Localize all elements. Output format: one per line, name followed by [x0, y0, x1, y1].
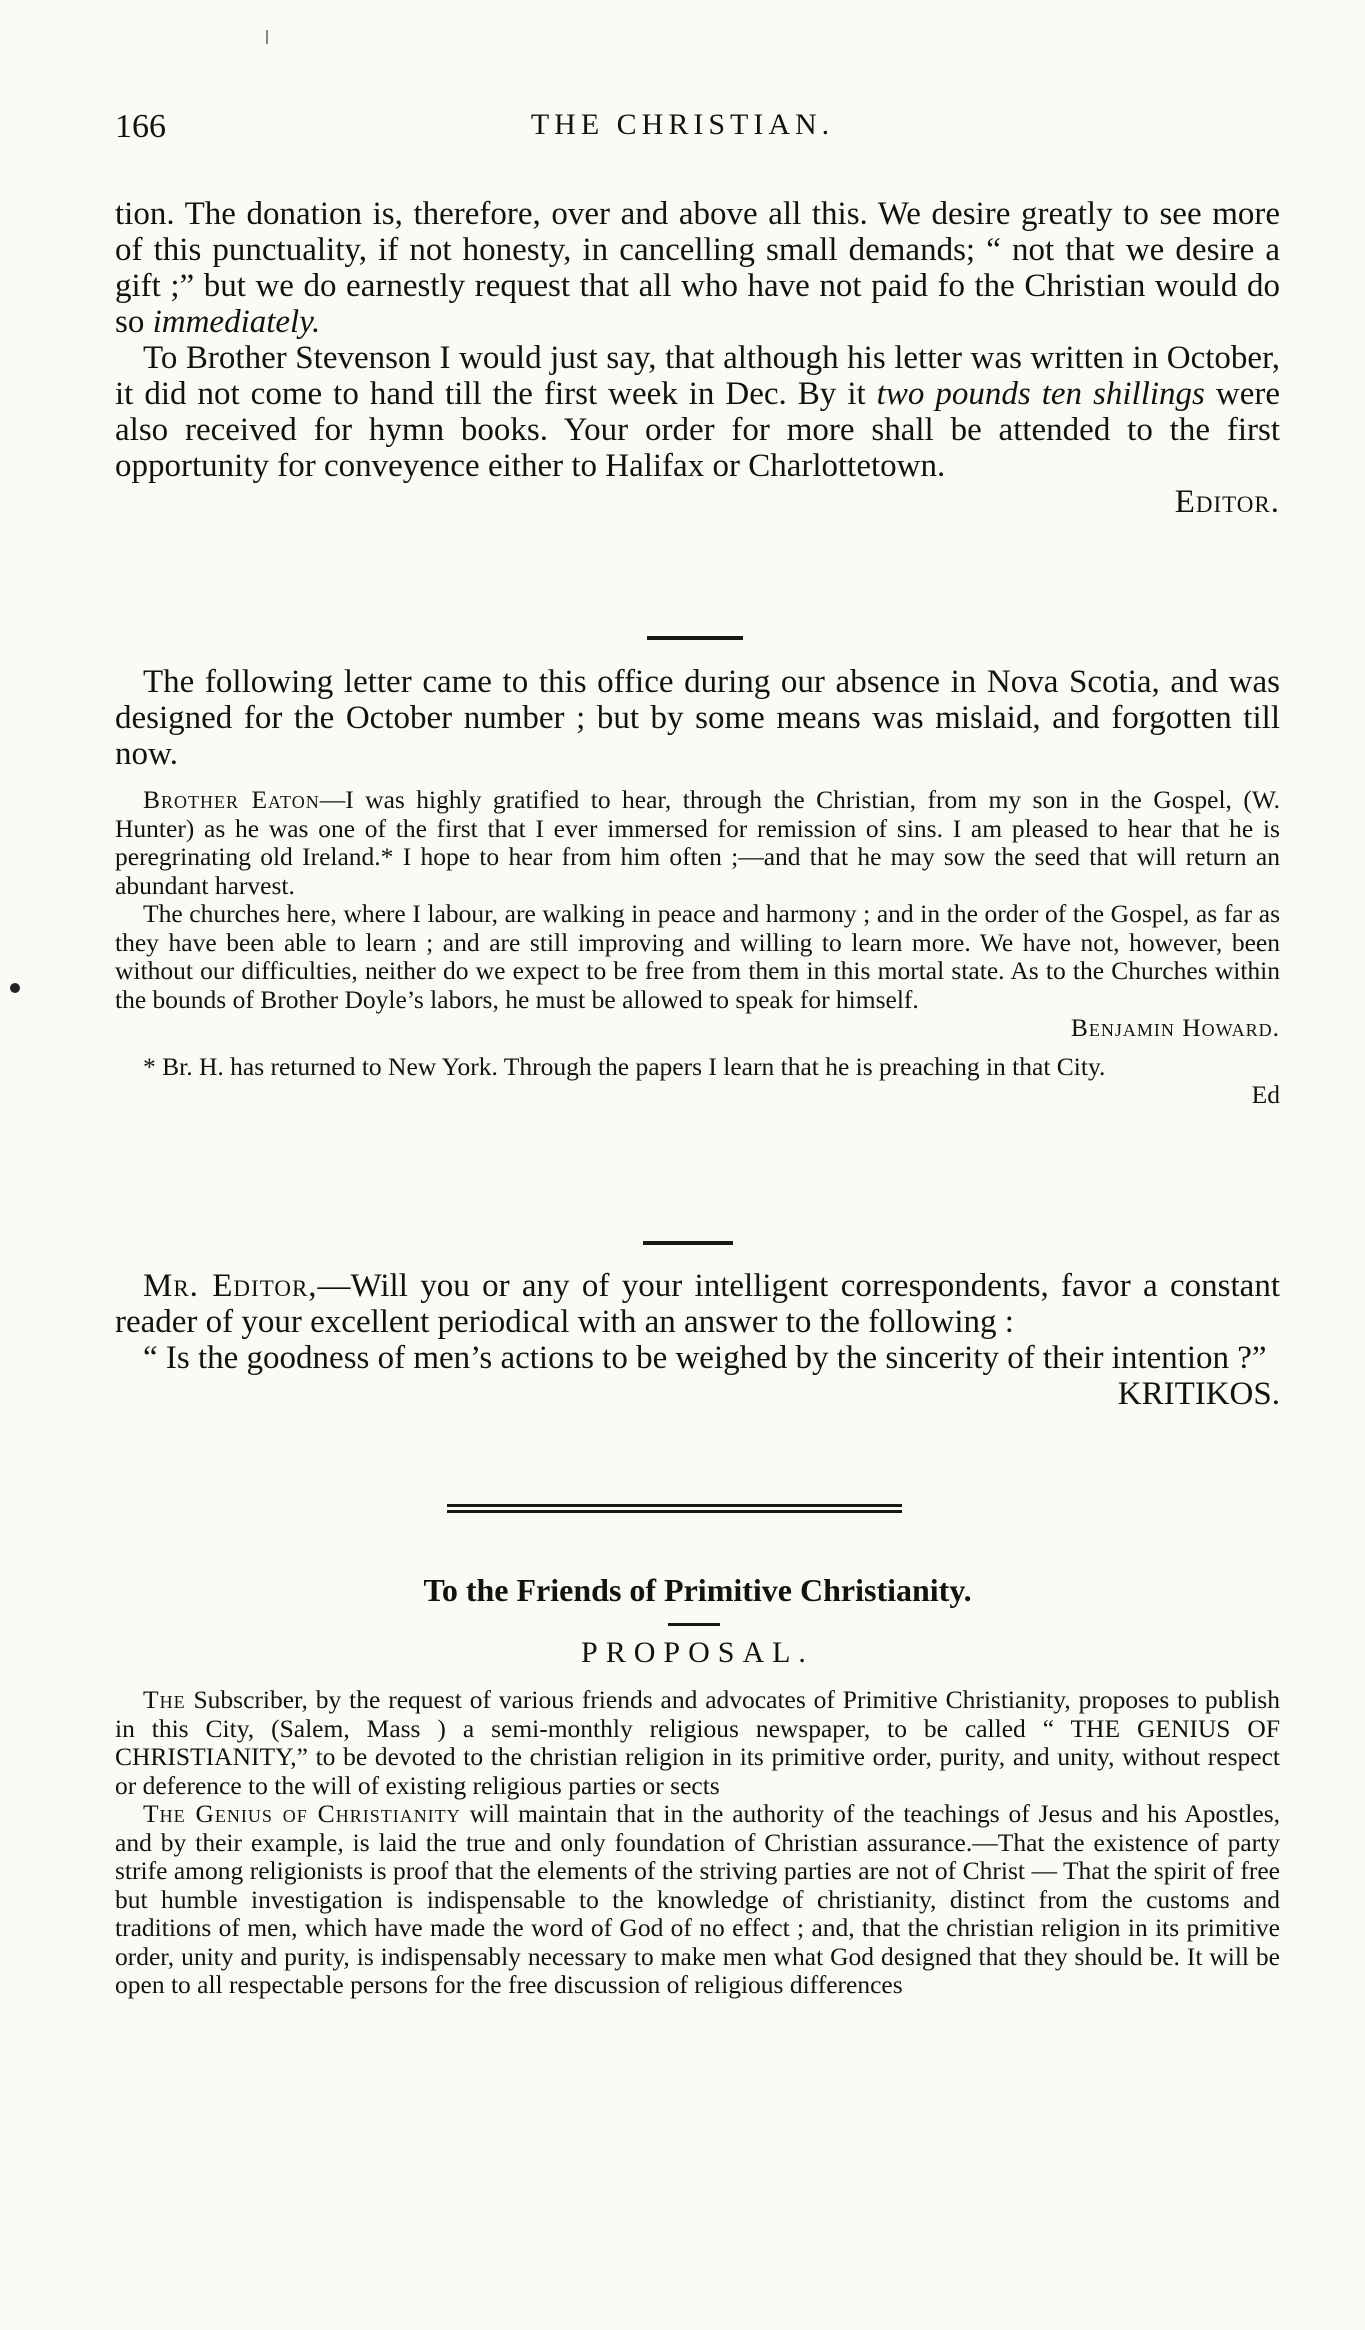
page-number: 166 — [115, 108, 166, 145]
section-divider — [643, 1241, 733, 1245]
query-signature: KRITIKOS. — [1117, 1376, 1280, 1412]
footnote — [115, 1053, 1280, 1110]
paragraph-text: To Brother Stevenson I would just say, that although his letter was written in October, it did not come to hand till the first week in Dec. By it — [115, 340, 1280, 412]
emphasis-immediately: immediately. — [152, 304, 321, 340]
proposal-paragraph-1 — [115, 1686, 1280, 1800]
query-paragraph-2 — [115, 1340, 1280, 1412]
double-rule — [447, 1504, 902, 1516]
letter-introduction — [115, 664, 1280, 772]
proposal-section — [115, 1686, 1280, 2000]
paragraph-lead: The — [143, 1685, 186, 1714]
running-title: THE CHRISTIAN. — [530, 108, 835, 141]
paragraph-text: “ Is the goodness of men’s actions to be weighed by the sincerity of their intention ?” — [143, 1340, 1267, 1376]
section-heading: To the Friends of Primitive Christianity. — [423, 1572, 972, 1608]
proposal-paragraph-2 — [115, 1800, 1280, 2000]
paragraph-text: —Will you or any of your intelligent correspondents, favor a constant reader of your excellent periodical with an answer to the following : — [115, 1268, 1280, 1340]
heading-divider — [668, 1623, 720, 1626]
letter-paragraph-2 — [115, 900, 1280, 1043]
footnote-text: * Br. H. has returned to New York. Through the papers I learn that he is preaching in that City. — [143, 1051, 1106, 1081]
paragraph-donation — [115, 196, 1280, 340]
editor-signature: Editor. — [1174, 484, 1280, 520]
paragraph-stevenson — [115, 340, 1280, 520]
proposal-subheading: PROPOSAL. — [581, 1636, 814, 1669]
letter-paragraph-1 — [115, 786, 1280, 900]
paragraph-text: tion. The donation is, therefore, over and above all this. We desire greatly to see more of this punctuality, if not honesty, in cancelling small demands; “ not that we desire a gift ;” but we do earnestly request that all who have not paid fo the Christian would do so — [115, 196, 1280, 340]
section-divider — [647, 636, 743, 640]
page-header — [115, 108, 1250, 148]
paragraph-text: will maintain that in the authority of the teachings of Jesus and his Apostles, and by their example, is laid the true and only foundation of Christian assurance.—That the existence of party strife among religionists is proof that the elements of the striving parties are not of Christ — That the spirit of free but humble investigation is indispensable to the knowledge of christianity, distinct from the customs and traditions of men, which have made the word of God of no effect ; and, that the christian religion in its primitive order, unity and purity, is indispensably necessary to make men what God designed that they should be. It will be open to all respectable persons for the free discussion of religious differences — [115, 1799, 1280, 1999]
page-mark — [266, 30, 268, 44]
footnote-signature: Ed — [1251, 1080, 1280, 1109]
query-section — [115, 1268, 1280, 1412]
intro-paragraph: The following letter came to this office during our absence in Nova Scotia, and was designed for the October number ; but by some means was mislaid, and forgotten till now. — [115, 664, 1280, 772]
emphasis-amount: two pounds ten shillings — [876, 376, 1205, 412]
paragraph-text: —I was highly gratified to hear, through the Christian, from my son in the Gospel, (W. Hunter) as he was one of the first that I ever immersed for remission of sins. I am pleased to hear that he is peregrinating old Ireland.* I hope to hear from him often ;—and that he may sow the seed that will return an abundant harvest. — [115, 785, 1280, 900]
paragraph-text: The churches here, where I labour, are walking in peace and harmony ; and in the order of the Gospel, as far as they have been able to learn ; and are still improving and willing to learn more. We have not, however, been without our difficulties, neither do we expect to be free from them in this mortal state. As to the Churches within the bounds of Brother Doyle’s labors, he must be allowed to speak for himself. — [115, 899, 1280, 1014]
letter-salutation: Brother Eaton — [143, 785, 320, 814]
editor-note-section — [115, 196, 1280, 520]
query-paragraph-1 — [115, 1268, 1280, 1340]
paragraph-text: Subscriber, by the request of various friends and advocates of Primitive Christianity, proposes to publish in this City, (Salem, Mass ) a semi-monthly religious newspaper, to be called “ THE GENIUS OF CHRISTIANITY,” to be devoted to the christian religion in its primitive order, purity, and unity, without respect or deference to the will of existing religious parties or sects — [115, 1685, 1280, 1800]
paragraph-text: were also received for hymn books. Your order for more shall be attended to the first opportunity for conveyence either to Halifax or Charlottetown. — [115, 376, 1281, 484]
ink-spot — [10, 983, 20, 993]
paragraph-lead: The Genius of Christianity — [143, 1799, 461, 1828]
query-salutation: Mr. Editor, — [143, 1268, 318, 1304]
letter-section — [115, 786, 1280, 1110]
letter-signature: Benjamin Howard. — [1070, 1013, 1280, 1042]
